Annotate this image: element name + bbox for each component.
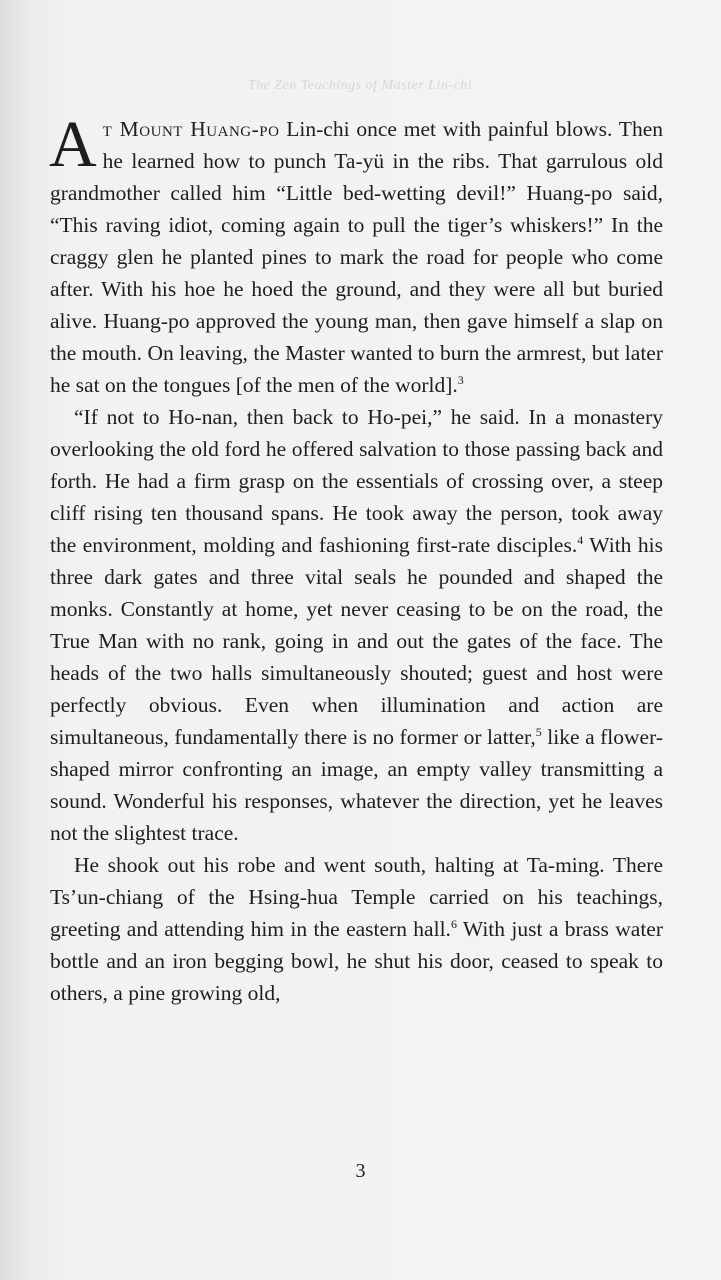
opening-small-caps: t Mount Huang-po bbox=[102, 117, 280, 141]
text-run: With just a brass water bottle and an iron begging bowl, he shut his door, ceased to speak to others, a pine growing old, bbox=[50, 917, 664, 1005]
footnote-ref: 3 bbox=[457, 373, 464, 387]
footnote-ref: 4 bbox=[577, 533, 584, 547]
text-run: Lin-chi once met with painful blows. Then he learned how to punch Ta-yü in the ribs. That garrulous old grandmother called him “Little bed-wetting devil!” Huang-po said, “This raving idiot, coming again to pull the tiger’s whiskers!” In the craggy glen he planted pines to mark the road for people who come after. With his hoe he hoed the ground, and they were all but buried alive. Huang-po approved the young man, then gave himself a slap on the mouth. On leaving, the Master wanted to burn the armrest, but later he sat on the tongues [of the men of the world]. bbox=[50, 117, 663, 397]
paragraph-1 bbox=[49, 108, 663, 401]
paragraph-2 bbox=[50, 401, 663, 849]
text-run: With his three dark gates and three vital seals he pounded and shaped the monks. Constantly at home, yet never ceasing to be on the road, the True Man with no rank, going in and out the gates of the face. The heads of the two halls simultaneously shouted; guest and host were perfectly obvious. Even when illumination and action are simultaneous, fundamentally there is no former or latter, bbox=[50, 533, 663, 749]
text-run: like a flower-shaped mirror confronting an image, an empty valley transmitting a sound. Wonderful his responses, whatever the direction, yet he leaves not the slightest trace. bbox=[50, 725, 663, 845]
footnote-ref: 5 bbox=[535, 725, 542, 739]
text-run: He shook out his robe and went south, halting at Ta-ming. There Ts’un-chiang of the Hsing-hua Temple carried on his teachings, greeting and attending him in the eastern hall. bbox=[50, 853, 663, 941]
drop-cap: A bbox=[49, 108, 97, 181]
body-text bbox=[49, 108, 664, 1009]
footnote-ref: 6 bbox=[450, 917, 457, 931]
page-number: 3 bbox=[355, 1160, 366, 1182]
paragraph-3 bbox=[50, 849, 663, 1009]
text-run: “If not to Ho-nan, then back to Ho-pei,” he said. In a monastery overlooking the old ford he offered salvation to those passing back and forth. He had a firm grasp on the essentials of crossing over, a steep cliff rising ten thousand spans. He took away the person, took away the environment, molding and fashioning first-rate disciples. bbox=[50, 405, 663, 557]
running-head: The Zen Teachings of Master Lin-chi bbox=[247, 78, 473, 93]
